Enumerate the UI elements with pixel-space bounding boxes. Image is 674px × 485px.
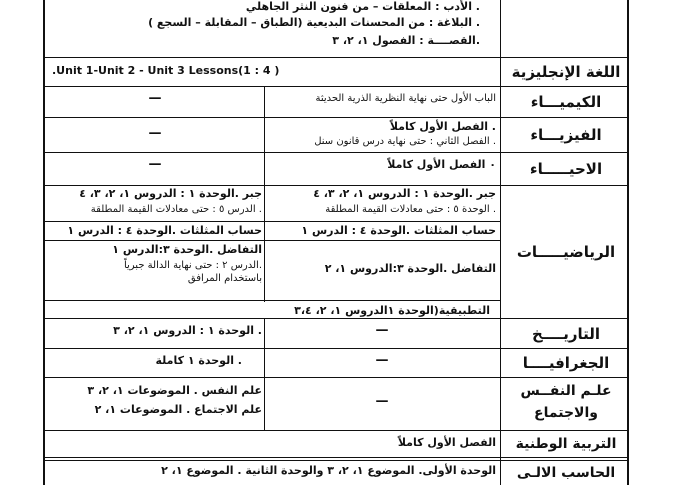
geography-right: — [375,353,389,368]
physics-left: — [148,126,162,141]
math-trig-right: حساب المثلثات .الوحدة ٤ : الدرس ١ [301,224,496,237]
math-calc-left-3: باستخدام المرافق [187,273,262,284]
balagha-text: . البلاغة : من المحسنات البديعية (الطباق – المقابلة – السجع ) [148,16,480,29]
subject-civics: التربية الوطنية [515,436,617,452]
math-algebra-right-2: . الوحدة ٥ : حتى معادلات القيمة المطلقة [325,204,496,215]
math-algebra-left-1: جبر .الوحدة ١ : الدروس ١، ٢، ٣، ٤ [79,187,262,200]
history-right: — [375,323,389,338]
math-applied: التطبيقية(الوحدة ١الدروس ١، ٢، ٣،٤ [294,304,490,317]
content-divider [264,86,265,185]
chemistry-right: الباب الأول حتى نهاية النظرية الذرية الحديثة [315,93,496,104]
content-divider [264,318,265,430]
subject-physics: الفيزيـــاء [530,126,602,144]
subject-english: اللغة الإنجليزية [511,63,621,81]
geography-left: . الوحدة ١ كاملة [155,354,242,367]
civics-content: الفصل الأول كاملاً [397,436,496,449]
psychology-left-1: علم النفس . الموضوعات ١، ٢، ٣ [87,384,262,397]
subject-geography: الجغرافيــــا [522,354,610,372]
math-algebra-left-2: . الدرس ٥ : حتى معادلات القيمة المطلقة [90,204,262,215]
row-divider [43,457,629,458]
subject-computer: الحاسب الالـى [516,465,616,481]
history-left: . الوحدة ١ : الدروس ١، ٢، ٣ [113,324,262,337]
math-sub-divider [45,240,500,241]
math-sub-divider [45,221,500,222]
chemistry-left: — [148,91,162,106]
row-divider [43,377,629,378]
english-lessons: .Unit 1-Unit 2 - Unit 3 Lessons(1 : 4 ) [52,64,280,77]
math-calc-left-1: التفاضل .الوحدة ٣:الدرس ١ [112,243,262,256]
psychology-left-2: علم الاجتماع . الموضوعات ١، ٢ [94,403,262,416]
math-content-divider [264,185,265,302]
math-trig-left: حساب المثلثات .الوحدة ٤ : الدرس ١ [67,224,262,237]
subject-column-divider [500,57,501,485]
subject-biology: الاحيـــــاء [529,160,603,178]
adab-text: . الأدب : المعلقات – من فنون النثر الجاهلي [245,0,480,13]
subject-math: الرياضيـــــات [516,243,616,261]
biology-right: ٠ الفصل الأول كاملاً [387,158,496,171]
top-divider [500,0,501,57]
math-calc-left-2: .الدرس ٢ : حتى نهاية الدالة جبرياً [123,260,262,271]
subject-chemistry: الكيميـــاء [530,93,602,111]
subject-psychology-2: والاجتماع [534,405,598,421]
math-sub-divider [45,300,500,301]
subject-history: التاريــــخ [531,324,601,343]
physics-right-1: . الفصل الأول كاملاً [389,120,496,133]
physics-right-2: . الفصل الثاني : حتى نهاية درس قانون سنل [314,136,496,147]
psychology-right: — [375,394,389,409]
qissa-text: .القصــــة : الفصول ١، ٢، ٣ [332,34,480,47]
math-calc-right: التفاضل .الوحدة ٣:الدروس ١، ٢ [324,262,496,275]
subject-psychology-1: علـم النفــس [520,383,612,399]
math-algebra-right-1: جبر .الوحدة ١ : الدروس ١، ٢، ٣، ٤ [313,187,496,200]
biology-left: — [148,157,162,172]
computer-content: الوحدة الأولى. الموضوع ١، ٢، ٣ والوحدة الثانية . الموضوع ١، ٢ [161,464,496,477]
